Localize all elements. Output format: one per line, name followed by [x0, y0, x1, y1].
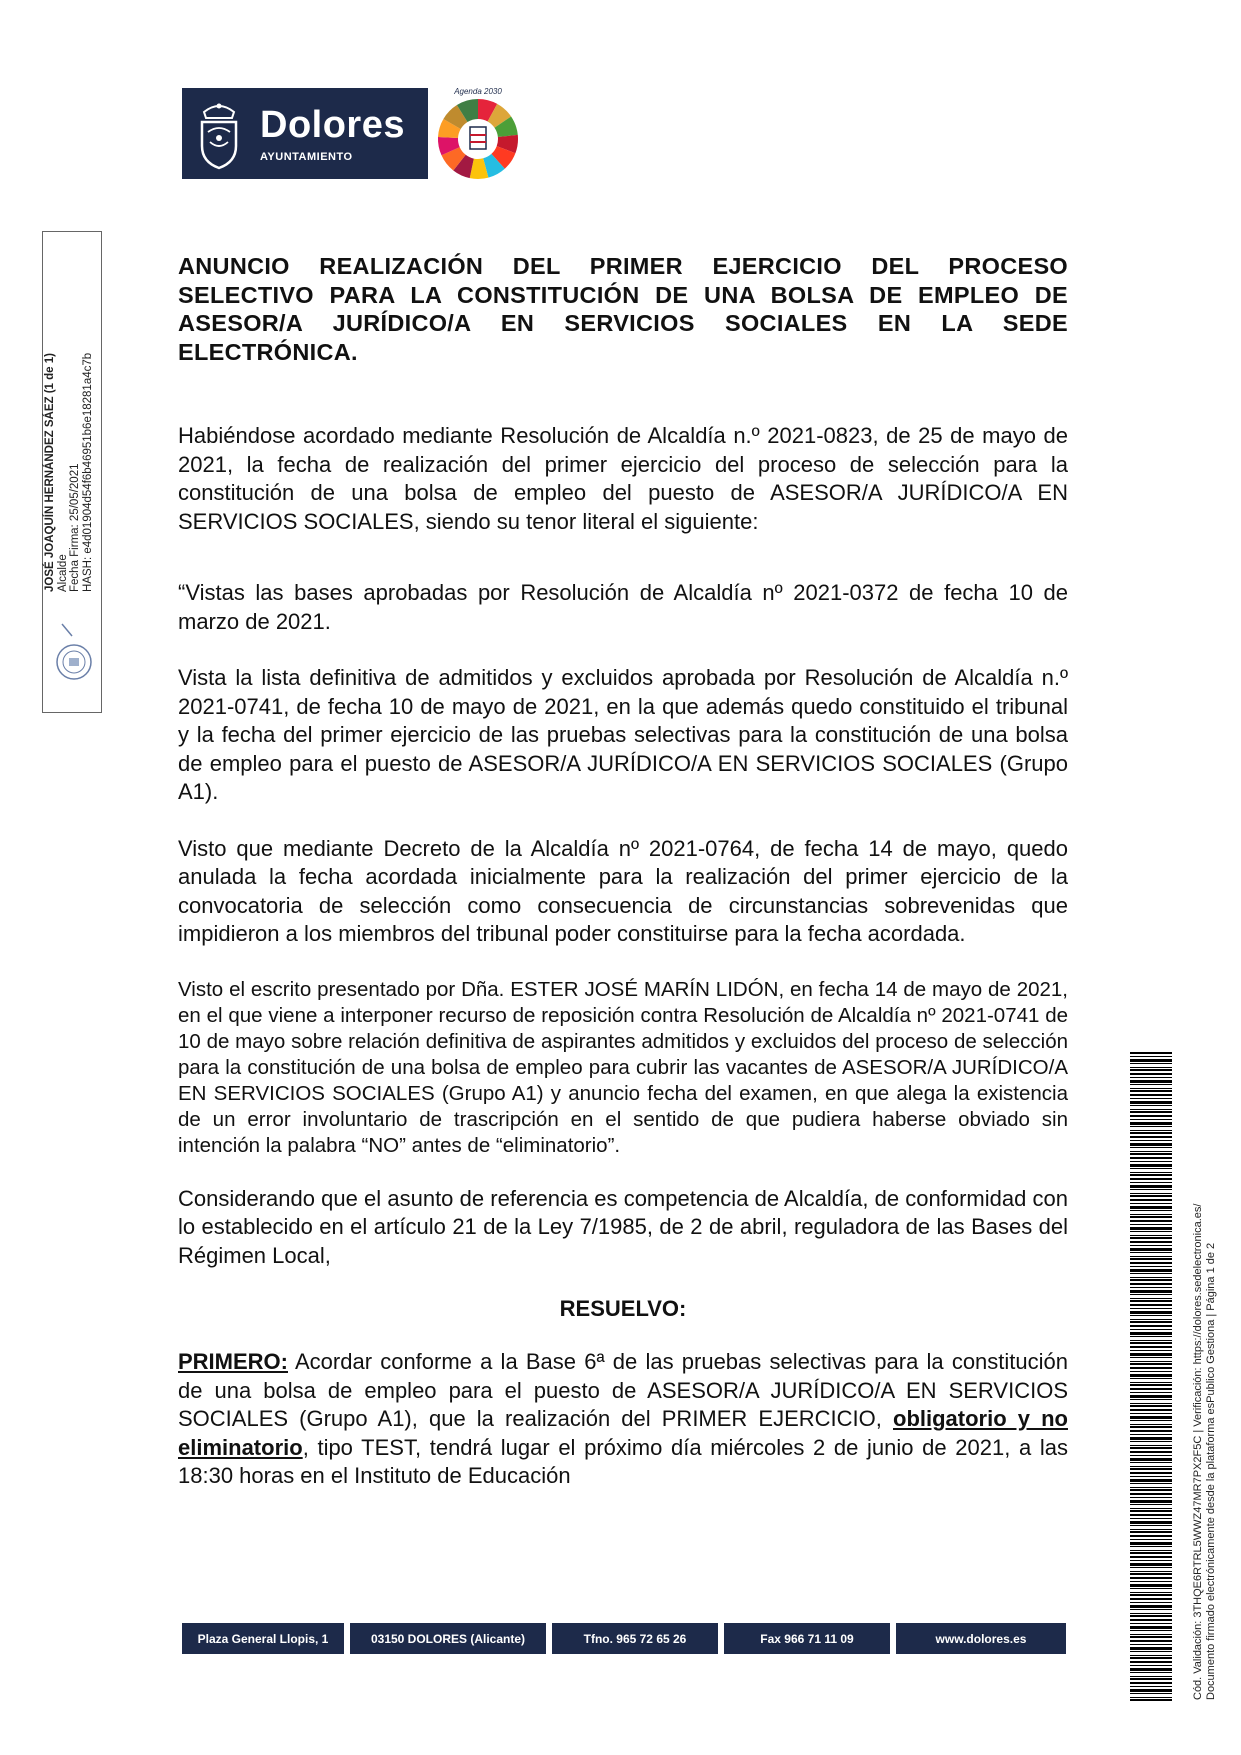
primero-label: PRIMERO:	[178, 1349, 288, 1374]
paragraph-6: Considerando que el asunto de referencia es competencia de Alcaldía, de conformidad con lo establecido en el artículo 21 de la Ley 7/1985, de 2 de abril, reguladora de las Bases del Régimen Local,	[178, 1185, 1068, 1268]
signature-date: Fecha Firma: 25/05/2021	[69, 463, 81, 592]
agenda-2030-logo	[432, 85, 524, 181]
logo-subtitle: AYUNTAMIENTO	[260, 150, 353, 163]
footer-bar	[182, 1623, 1066, 1654]
primero-text-a: Acordar conforme a la Base 6ª de las pruebas selectivas para la constitución de una bolsa de empleo para el puesto de ASESOR/A JURÍDICO/A EN SERVICIOS SOCIALES (Grupo A1), que la realización del PRIMER EJERCICIO,	[178, 1349, 1068, 1431]
document-title: ANUNCIO REALIZACIÓN DEL PRIMER EJERCICIO DEL PROCESO SELECTIVO PARA LA CONSTITUCIÓN DE UNA BOLSA DE EMPLEO DE ASESOR/A JURÍDICO/A EN SERVICIOS SOCIALES EN LA SEDE ELECTRÓNICA.	[178, 253, 1068, 365]
footer-phone: Tfno. 965 72 65 26	[552, 1623, 718, 1654]
signature-text	[44, 282, 94, 592]
footer-city: 03150 DOLORES (Alicante)	[350, 1623, 546, 1654]
paragraph-3: Vista la lista definitiva de admitidos y excluidos aprobada por Resolución de Alcaldía n.º 2021-0741, de fecha 10 de mayo de 2021, en la que además quedo constituido el tribunal y la fecha del primer ejercicio de las pruebas selectivas para la constitución de una bolsa de empleo para el puesto de ASESOR/A JURÍDICO/A EN SERVICIOS SOCIALES (Grupo A1).	[178, 665, 1068, 804]
verification-text	[1192, 1060, 1218, 1700]
signature-hash: HASH: e4d01904d54f6b46951b6e18281a4c7b	[81, 352, 94, 592]
paragraph-primero	[178, 1348, 1068, 1491]
logo-name: Dolores	[260, 103, 405, 146]
paragraph-4: Visto que mediante Decreto de la Alcaldía nº 2021-0764, de fecha 14 de mayo, quedo anulada la fecha acordada inicialmente para la realización del primer ejercicio de la convocatoria de selección como consecuencia de circunstancias sobrevenidas que impidieron a los miembros del tribunal poder constituirse para la fecha acordada.	[178, 835, 1068, 946]
footer-fax: Fax 966 71 11 09	[724, 1623, 890, 1654]
footer-address: Plaza General Llopis, 1	[182, 1623, 344, 1654]
resuelvo-heading: RESUELVO:	[559, 1296, 687, 1321]
paragraph-2: “Vistas las bases aprobadas por Resolución de Alcaldía nº 2021-0372 de fecha 10 de marzo de 2021.	[178, 580, 1068, 634]
signer-role: Alcalde	[56, 554, 69, 592]
footer-web[interactable]: www.dolores.es	[896, 1623, 1066, 1654]
primero-text-b: , tipo TEST, tendrá lugar el próximo día miércoles 2 de junio de 2021, a las 18:30 horas en el Instituto de Educación	[178, 1434, 1068, 1488]
paragraph-5: Visto el escrito presentado por Dña. ESTER JOSÉ MARÍN LIDÓN, en fecha 14 de mayo de 2021, en el que viene a interponer recurso de reposición contra Resolución de Alcaldía nº 2021-0741 de 10 de mayo sobre relación definitiva de aspirantes admitidos y excluidos del proceso de selección para la constitución de una bolsa de empleo para cubrir las vacantes de ASESOR/A JURÍDICO/A EN SERVICIOS SOCIALES (Grupo A1) y anuncio fecha del examen, en que alega la existencia de un error involuntario de trascripción en el sentido de que pudiera haberse obviado sin intención la palabra “NO” antes de “eliminatorio”.	[178, 977, 1068, 1157]
barcode	[1130, 1052, 1172, 1702]
seal-icon	[54, 620, 94, 682]
verification-line-2: Documento firmado electrónicamente desde la plataforma esPublico Gestiona | Página 1 de 2	[1205, 1242, 1217, 1700]
crest-icon	[192, 98, 246, 170]
verification-line-1: Cód. Validación: 3THQE6RTRL5WWZ47MR7PX2F5C | Verificación: https://dolores.sedelectronica.es/	[1192, 1203, 1204, 1700]
ayuntamiento-logo	[182, 88, 428, 179]
primero-emphasis: obligatorio y no eliminatorio	[178, 1406, 1068, 1460]
signer-name: JOSÉ JOAQUÍN HERNÁNDEZ SÁEZ (1 de 1)	[44, 353, 56, 592]
paragraph-1: Habiéndose acordado mediante Resolución de Alcaldía n.º 2021-0823, de 25 de mayo de 2021, la fecha de realización del primer ejercicio del proceso de selección para la constitución de una bolsa de empleo del puesto de ASESOR/A JURÍDICO/A EN SERVICIOS SOCIALES, siendo su tenor literal el siguiente:	[178, 423, 1068, 534]
document-body	[178, 252, 1068, 1491]
agenda-label: Agenda 2030	[454, 87, 502, 96]
